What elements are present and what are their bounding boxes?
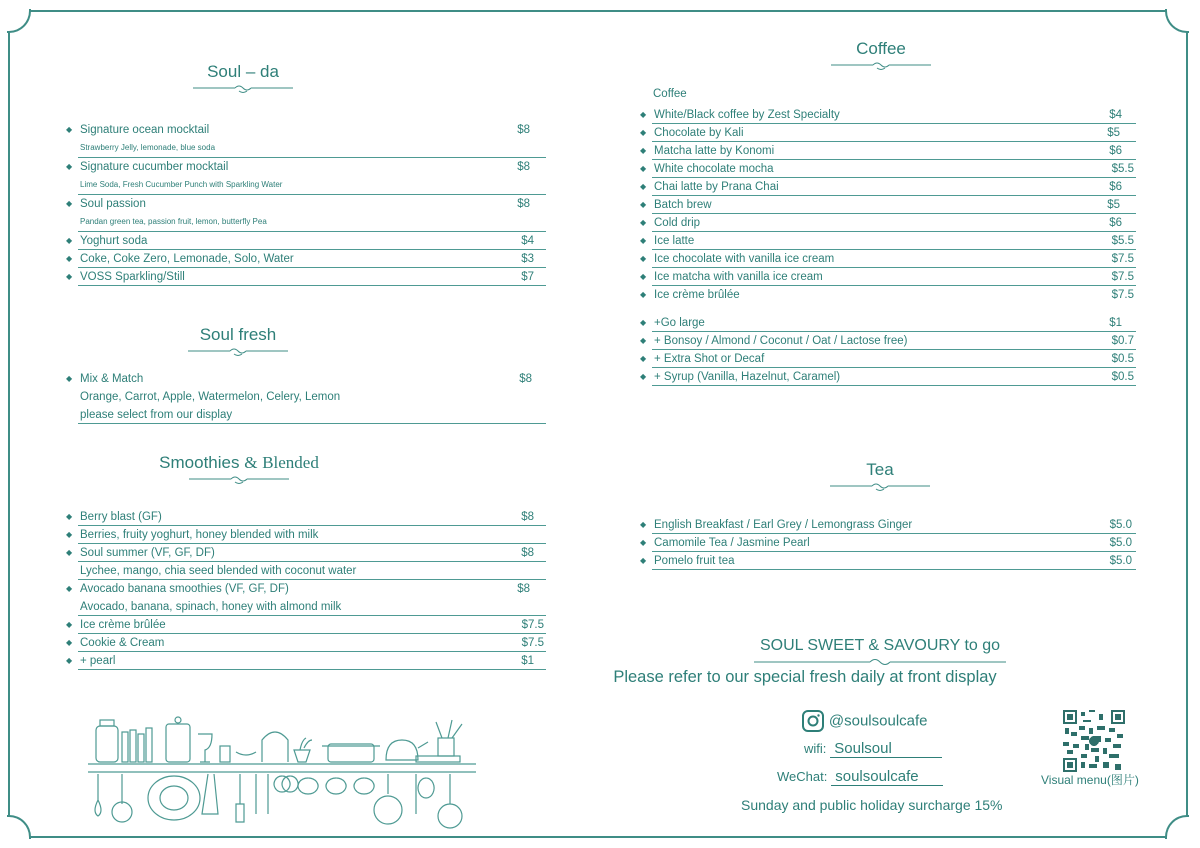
item-price: $5.0	[1109, 519, 1132, 531]
flourish-icon	[191, 84, 295, 94]
menu-item	[640, 178, 1136, 196]
item-price: $7.5	[521, 637, 544, 649]
menu-item	[640, 332, 1136, 350]
item-price: $0.7	[1111, 335, 1134, 347]
menu-item	[640, 516, 1136, 534]
item-name: + pearl	[80, 655, 116, 667]
menu-item	[640, 314, 1136, 332]
diamond-bullet-icon: ◆	[640, 290, 647, 299]
smoothies-heading	[150, 453, 328, 485]
item-price: $5.5	[1111, 163, 1134, 175]
menu-item-detail	[78, 562, 546, 580]
item-description: Orange, Carrot, Apple, Watermelon, Celery, Lemon	[80, 391, 341, 403]
menu-item	[640, 268, 1136, 286]
diamond-bullet-icon: ◆	[640, 200, 647, 209]
menu-item	[66, 250, 546, 268]
menu-item	[640, 250, 1136, 268]
item-description: Strawberry Jelly, lemonade, blue soda	[80, 143, 216, 152]
diamond-bullet-icon: ◆	[640, 354, 647, 363]
item-name: Soul summer (VF, GF, DF)	[80, 547, 215, 559]
menu-item	[66, 121, 546, 158]
diamond-bullet-icon: ◆	[640, 372, 647, 381]
item-name: Cookie & Cream	[80, 637, 165, 649]
item-price: $8	[517, 161, 530, 173]
item-name: Soul passion	[80, 198, 146, 210]
item-price: $7	[521, 271, 534, 283]
diamond-bullet-icon: ◆	[66, 236, 73, 245]
item-name: Ice latte	[654, 235, 695, 247]
item-price: $8	[517, 583, 530, 595]
instagram-icon	[801, 709, 825, 733]
diamond-bullet-icon: ◆	[66, 125, 73, 134]
item-price: $4	[1109, 109, 1122, 121]
item-price: $4	[521, 235, 534, 247]
smoothies-title-amp: &	[244, 453, 258, 472]
item-price: $7.5	[1111, 271, 1134, 283]
diamond-bullet-icon: ◆	[640, 556, 647, 565]
wechat-info	[777, 768, 943, 786]
menu-item	[66, 616, 546, 634]
item-price: $8	[519, 373, 532, 385]
menu-item	[640, 552, 1136, 570]
coffee-title: Coffee	[856, 39, 906, 58]
item-name: White chocolate mocha	[654, 163, 774, 175]
menu-item	[640, 196, 1136, 214]
wechat-label: WeChat:	[777, 769, 828, 784]
diamond-bullet-icon: ◆	[640, 538, 647, 547]
diamond-bullet-icon: ◆	[640, 236, 647, 245]
item-description: Lychee, mango, chia seed blended with coconut water	[80, 565, 357, 577]
instagram-text: @soulsoulcafe	[828, 712, 928, 730]
flourish-icon	[752, 658, 1008, 668]
menu-item	[66, 508, 546, 526]
diamond-bullet-icon: ◆	[66, 254, 73, 263]
fresh-heading	[185, 325, 291, 357]
menu-item	[640, 232, 1136, 250]
menu-item	[66, 158, 546, 195]
menu-item	[640, 142, 1136, 160]
wifi-label: wifi:	[804, 741, 827, 756]
item-price: $8	[517, 198, 530, 210]
diamond-bullet-icon: ◆	[66, 584, 73, 593]
menu-item	[66, 634, 546, 652]
menu-item	[66, 268, 546, 286]
instagram-handle[interactable]	[801, 707, 928, 733]
item-price: $8	[517, 124, 530, 136]
coffee-heading	[828, 39, 934, 71]
fresh-title: Soul fresh	[199, 325, 277, 344]
diamond-bullet-icon: ◆	[66, 512, 73, 521]
item-price: $6	[1109, 145, 1122, 157]
menu-item	[66, 370, 546, 388]
coffee-list	[640, 106, 1136, 304]
surcharge-note: Sunday and public holiday surcharge 15%	[741, 797, 1003, 813]
diamond-bullet-icon: ◆	[66, 638, 73, 647]
item-price: $8	[521, 547, 534, 559]
item-price: $0.5	[1111, 371, 1134, 383]
item-price: $5.0	[1109, 555, 1132, 567]
item-price: $5	[1107, 199, 1120, 211]
item-price: $6	[1109, 181, 1122, 193]
item-name: Ice matcha with vanilla ice cream	[654, 271, 823, 283]
menu-item	[640, 124, 1136, 142]
diamond-bullet-icon: ◆	[640, 318, 647, 327]
item-name: Mix & Match	[80, 373, 144, 385]
corner-ornament	[7, 815, 31, 839]
item-name: Cold drip	[654, 217, 701, 229]
item-price: $1	[521, 655, 534, 667]
menu-item	[66, 195, 546, 232]
diamond-bullet-icon: ◆	[66, 656, 73, 665]
item-name: Signature ocean mocktail	[80, 124, 210, 136]
menu-item	[640, 106, 1136, 124]
menu-item	[66, 580, 546, 598]
item-description: Lime Soda, Fresh Cucumber Punch with Sparkling Water	[80, 180, 283, 189]
diamond-bullet-icon: ◆	[640, 146, 647, 155]
item-price: $6	[1109, 217, 1122, 229]
diamond-bullet-icon: ◆	[66, 199, 73, 208]
coffee-label: Coffee	[653, 88, 687, 100]
item-name: Yoghurt soda	[80, 235, 148, 247]
menu-item-detail	[66, 526, 546, 544]
item-price: $5.5	[1111, 235, 1134, 247]
menu-item	[66, 232, 546, 250]
item-name: Batch brew	[654, 199, 712, 211]
item-description: please select from our display	[80, 409, 233, 421]
menu-item	[66, 652, 546, 670]
tea-title: Tea	[866, 460, 894, 479]
wifi-info	[804, 740, 942, 758]
item-name: Chocolate by Kali	[654, 127, 744, 139]
item-price: $7.5	[1111, 253, 1134, 265]
corner-ornament	[7, 9, 31, 33]
item-price: $3	[521, 253, 534, 265]
kitchen-illustration	[86, 712, 478, 834]
sweet-savoury-title: SOUL SWEET & SAVOURY to go	[759, 637, 1001, 654]
sweet-savoury-note: Please refer to our special fresh daily at front display	[613, 668, 997, 686]
diamond-bullet-icon: ◆	[66, 272, 73, 281]
wechat-value: soulsoulcafe	[831, 768, 943, 786]
item-price: $5	[1107, 127, 1120, 139]
item-price: $5.0	[1109, 537, 1132, 549]
menu-item	[640, 368, 1136, 386]
smoothies-title: Smoothies	[159, 453, 240, 472]
flourish-icon	[829, 61, 933, 71]
item-name: White/Black coffee by Zest Specialty	[654, 109, 840, 121]
diamond-bullet-icon: ◆	[66, 530, 73, 539]
diamond-bullet-icon: ◆	[640, 336, 647, 345]
souda-heading	[190, 62, 296, 94]
qr-code-icon[interactable]	[1063, 710, 1125, 772]
item-price: $7.5	[1111, 289, 1134, 301]
item-description: Avocado, banana, spinach, honey with almond milk	[80, 601, 342, 613]
diamond-bullet-icon: ◆	[66, 374, 73, 383]
menu-item	[640, 214, 1136, 232]
fresh-list	[66, 370, 546, 424]
item-price: $7.5	[521, 619, 544, 631]
diamond-bullet-icon: ◆	[640, 218, 647, 227]
menu-item	[640, 350, 1136, 368]
corner-ornament	[1165, 815, 1189, 839]
coffee-extras-list	[640, 314, 1136, 386]
flourish-icon	[828, 482, 932, 492]
diamond-bullet-icon: ◆	[640, 110, 647, 119]
item-price: $1	[1109, 317, 1122, 329]
diamond-bullet-icon: ◆	[66, 162, 73, 171]
menu-item	[640, 534, 1136, 552]
smoothies-title-2: Blended	[262, 453, 319, 472]
tea-list	[640, 516, 1136, 570]
item-name: Ice crème brûlée	[80, 619, 166, 631]
menu-item-detail	[78, 406, 546, 424]
souda-title: Soul – da	[207, 62, 279, 81]
item-name: Camomile Tea / Jasmine Pearl	[654, 537, 810, 549]
item-name: Ice crème brûlée	[654, 289, 740, 301]
smoothies-list	[66, 508, 546, 670]
item-name: VOSS Sparkling/Still	[80, 271, 185, 283]
item-description: Berries, fruity yoghurt, honey blended with milk	[80, 529, 319, 541]
item-name: Berry blast (GF)	[80, 511, 162, 523]
visual-menu-label: Visual menu(图片)	[1041, 773, 1139, 787]
diamond-bullet-icon: ◆	[66, 620, 73, 629]
menu-item	[640, 160, 1136, 178]
menu-item-detail	[78, 598, 546, 616]
corner-ornament	[1165, 9, 1189, 33]
item-name: Pomelo fruit tea	[654, 555, 735, 567]
item-name: Coke, Coke Zero, Lemonade, Solo, Water	[80, 253, 294, 265]
menu-item-detail	[78, 388, 546, 406]
item-name: +Go large	[654, 317, 705, 329]
flourish-icon	[186, 347, 290, 357]
item-description: Pandan green tea, passion fruit, lemon, butterfly Pea	[80, 217, 267, 226]
item-name: Matcha latte by Konomi	[654, 145, 775, 157]
item-name: Avocado banana smoothies (VF, GF, DF)	[80, 583, 289, 595]
item-price: $8	[521, 511, 534, 523]
item-name: Signature cucumber mocktail	[80, 161, 229, 173]
item-name: Ice chocolate with vanilla ice cream	[654, 253, 835, 265]
item-name: + Extra Shot or Decaf	[654, 353, 765, 365]
diamond-bullet-icon: ◆	[640, 128, 647, 137]
diamond-bullet-icon: ◆	[66, 548, 73, 557]
tea-heading	[827, 460, 933, 492]
diamond-bullet-icon: ◆	[640, 272, 647, 281]
diamond-bullet-icon: ◆	[640, 164, 647, 173]
menu-item	[640, 286, 1136, 304]
item-name: + Syrup (Vanilla, Hazelnut, Caramel)	[654, 371, 841, 383]
flourish-icon	[187, 475, 291, 485]
item-name: English Breakfast / Earl Grey / Lemongrass Ginger	[654, 519, 913, 531]
diamond-bullet-icon: ◆	[640, 254, 647, 263]
wifi-value: Soulsoul	[830, 740, 942, 758]
souda-list	[66, 121, 546, 286]
menu-item	[66, 544, 546, 562]
diamond-bullet-icon: ◆	[640, 520, 647, 529]
item-name: + Bonsoy / Almond / Coconut / Oat / Lactose free)	[654, 335, 908, 347]
item-name: Chai latte by Prana Chai	[654, 181, 779, 193]
item-price: $0.5	[1111, 353, 1134, 365]
diamond-bullet-icon: ◆	[640, 182, 647, 191]
